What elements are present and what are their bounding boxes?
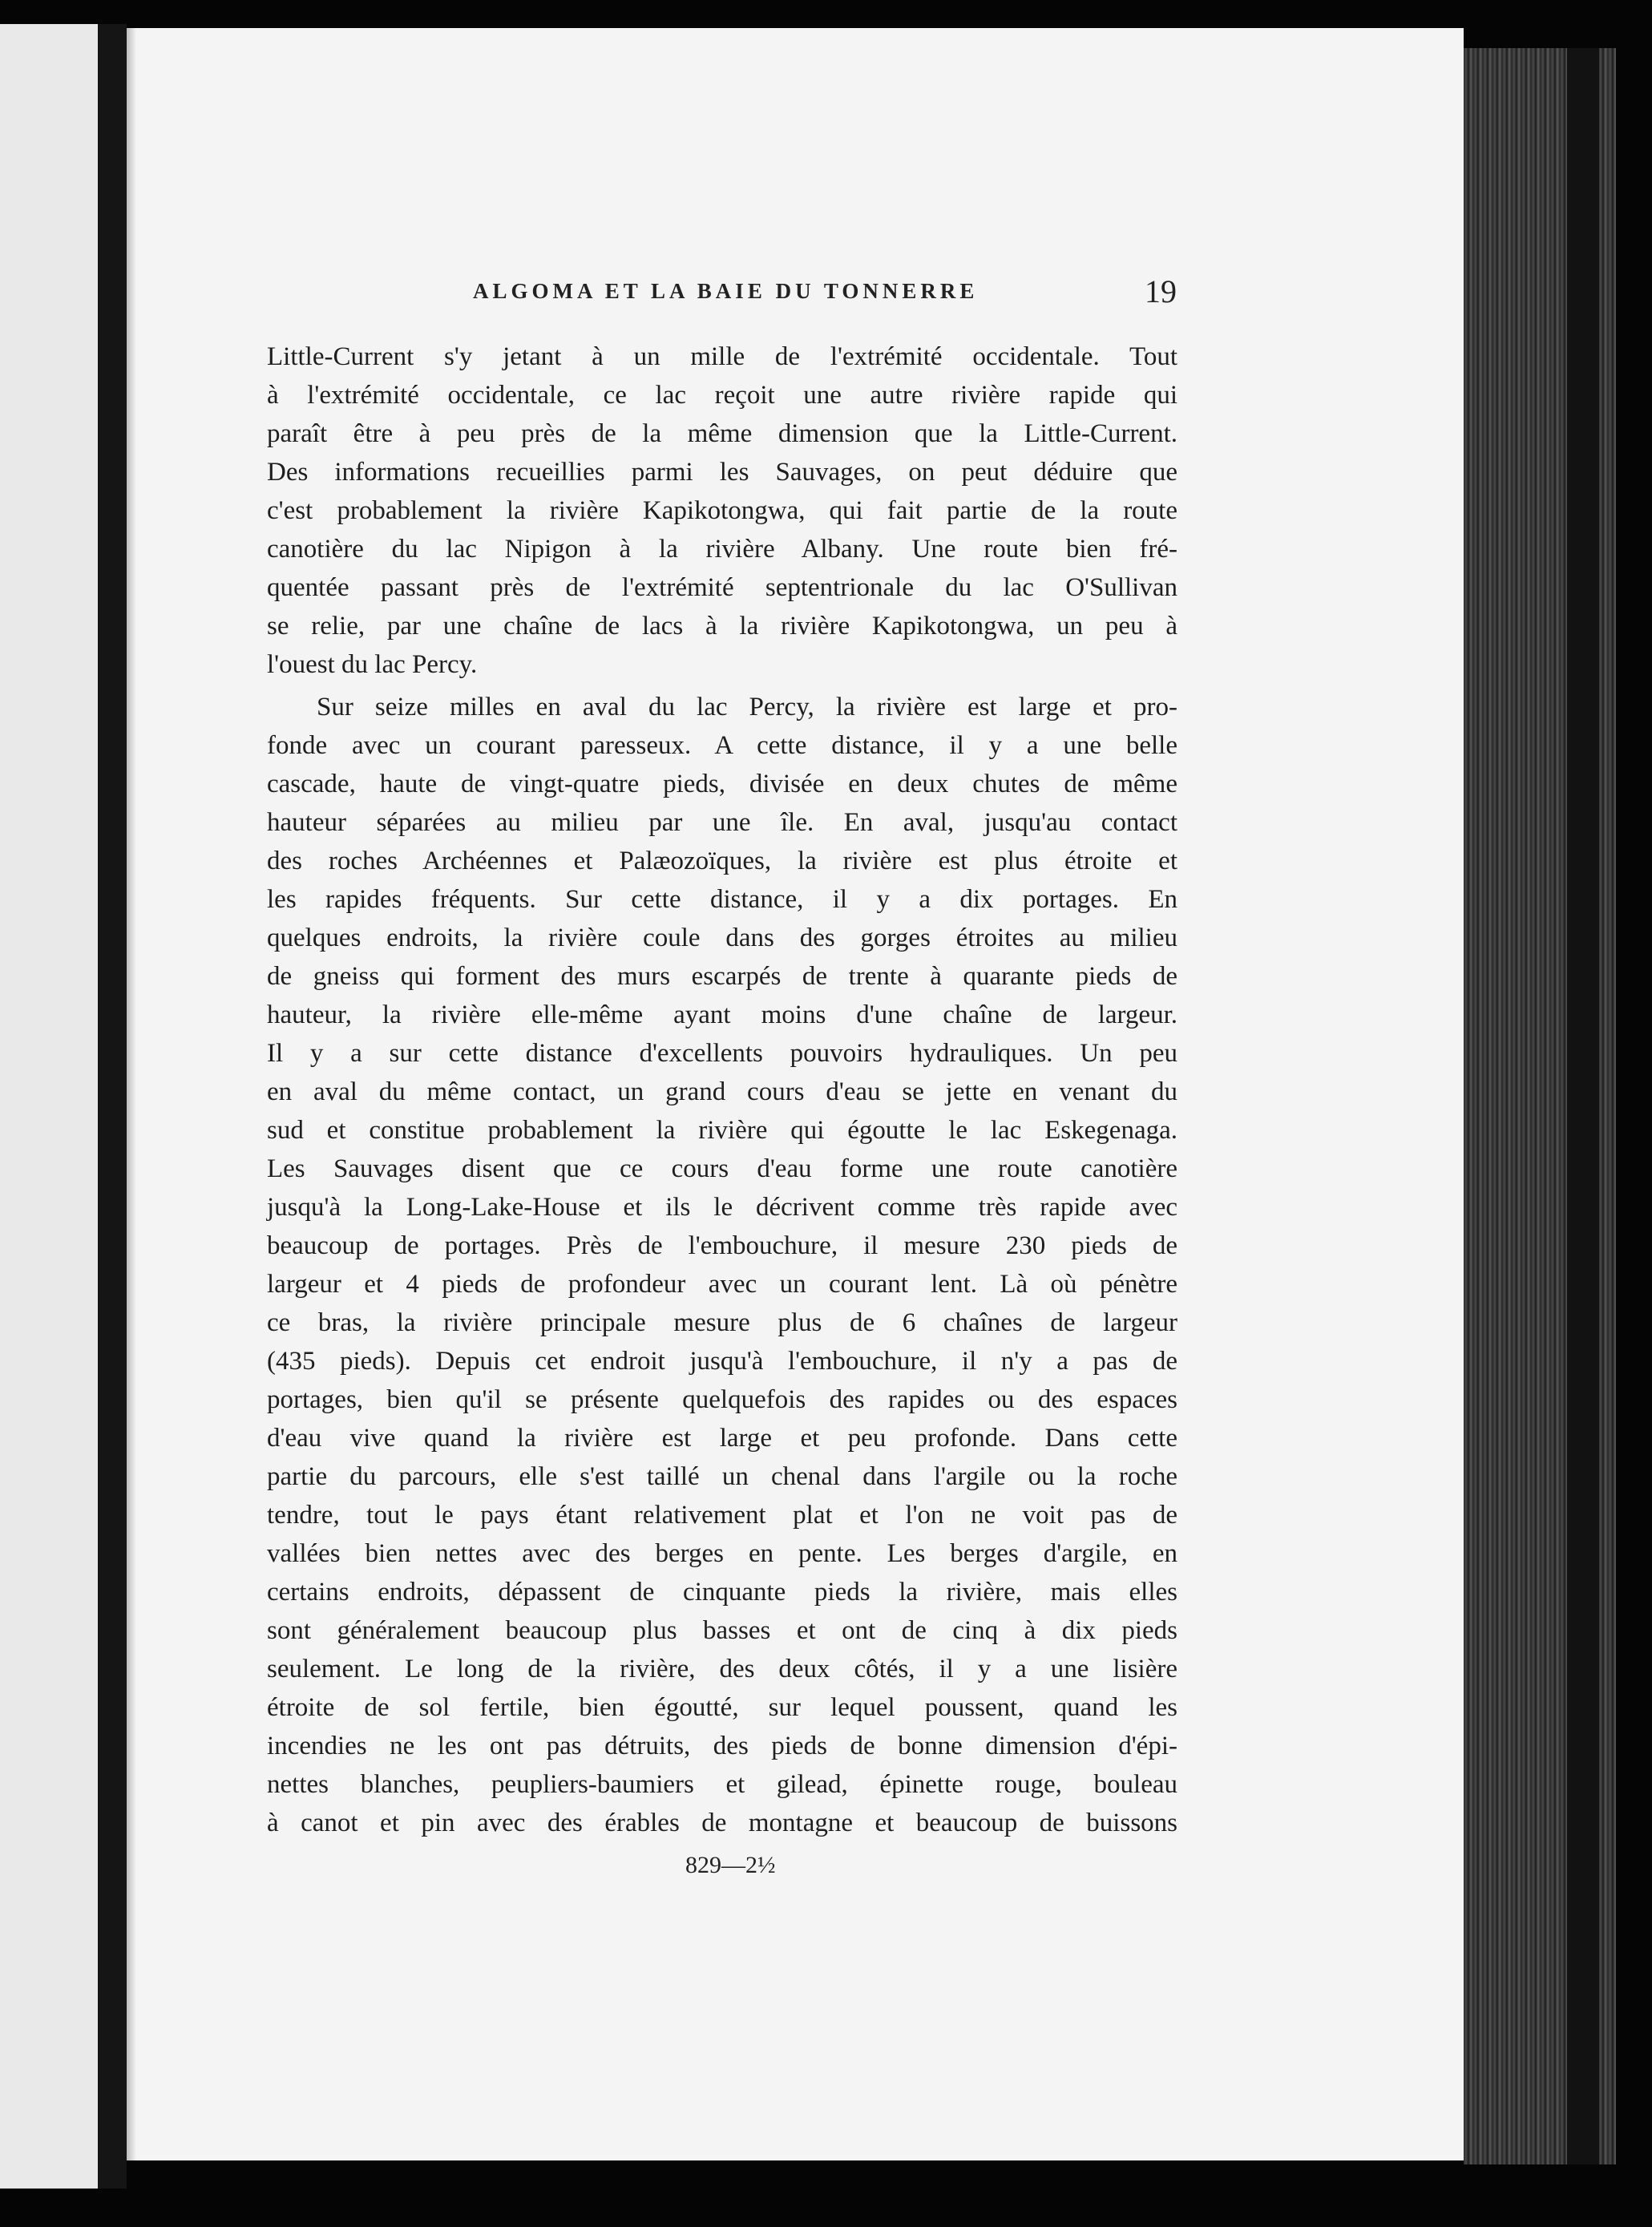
text-line: Little-Current s'y jetant à un mille de l'extrémité occidentale. Tout [267,342,1177,371]
text-line: des roches Archéennes et Palæozoïques, la rivière est plus étroite et [267,847,1177,875]
text-line: hauteur séparées au milieu par une île. En aval, jusqu'au contact [267,808,1177,837]
text-line: Des informations recueillies parmi les Sauvages, on peut déduire que [267,458,1177,487]
text-line: paraît être à peu près de la même dimension que la Little-Current. [267,419,1177,448]
text-line: quentée passant près de l'extrémité septentrionale du lac O'Sullivan [267,573,1177,602]
text-line: à l'extrémité occidentale, ce lac reçoit une autre rivière rapide qui [267,381,1177,410]
book-gutter [98,24,127,2189]
paragraph-first-line: Sur seize milles en aval du lac Percy, la rivière est large et pro- [317,693,1177,721]
page-shadow [127,28,136,2160]
text-line: beaucoup de portages. Près de l'embouchure, il mesure 230 pieds de [267,1231,1177,1260]
text-line: c'est probablement la rivière Kapikotongwa, qui fait partie de la route [267,496,1177,525]
text-line: incendies ne les ont pas détruits, des pieds de bonne dimension d'épi- [267,1732,1177,1760]
text-line: hauteur, la rivière elle-même ayant moins d'une chaîne de largeur. [267,1000,1177,1029]
text-line: d'eau vive quand la rivière est large et peu profonde. Dans cette [267,1424,1177,1453]
text-line: fonde avec un courant paresseux. A cette distance, il y a une belle [267,731,1177,760]
text-line: cascade, haute de vingt-quatre pieds, divisée en deux chutes de même [267,770,1177,798]
text-line: sud et constitue probablement la rivière qui égoutte le lac Eskegenaga. [267,1116,1177,1145]
text-line: étroite de sol fertile, bien égoutté, sur lequel poussent, quand les [267,1693,1177,1722]
text-line: tendre, tout le pays étant relativement plat et l'on ne voit pas de [267,1501,1177,1530]
text-line: ce bras, la rivière principale mesure plus de 6 chaînes de largeur [267,1308,1177,1337]
text-line: nettes blanches, peupliers-baumiers et gilead, épinette rouge, bouleau [267,1770,1177,1799]
text-line: à canot et pin avec des érables de montagne et beaucoup de buissons [267,1809,1177,1837]
text-line: Il y a sur cette distance d'excellents pouvoirs hydrauliques. Un peu [267,1039,1177,1068]
text-line: seulement. Le long de la rivière, des deux côtés, il y a une lisière [267,1655,1177,1683]
text-line: sont généralement beaucoup plus basses et ont de cinq à dix pieds [267,1616,1177,1645]
text-line: Les Sauvages disent que ce cours d'eau forme une route canotière [267,1154,1177,1183]
text-line: partie du parcours, elle s'est taillé un chenal dans l'argile ou la roche [267,1462,1177,1491]
text-line: quelques endroits, la rivière coule dans des gorges étroites au milieu [267,924,1177,952]
text-line: vallées bien nettes avec des berges en pente. Les berges d'argile, en [267,1539,1177,1568]
text-line: l'ouest du lac Percy. [267,650,478,679]
text-line: canotière du lac Nipigon à la rivière Albany. Une route bien fré- [267,535,1177,564]
printer-signature: 829—2½ [685,1852,776,1878]
text-line: largeur et 4 pieds de profondeur avec un courant lent. Là où pénètre [267,1270,1177,1299]
text-line: certains endroits, dépassent de cinquante pieds la rivière, mais elles [267,1578,1177,1607]
page-number: 19 [1145,273,1177,309]
text-line: de gneiss qui forment des murs escarpés de trente à quarante pieds de [267,962,1177,991]
text-line: les rapides fréquents. Sur cette distance, il y a dix portages. En [267,885,1177,914]
left-page-edge [0,24,98,2189]
text-line: (435 pieds). Depuis cet endroit jusqu'à l'embouchure, il n'y a pas de [267,1347,1177,1376]
text-line: se relie, par une chaîne de lacs à la rivière Kapikotongwa, un peu à [267,612,1177,641]
running-head: ALGOMA ET LA BAIE DU TONNERRE [473,279,979,303]
text-line: portages, bien qu'il se présente quelquefois des rapides ou des espaces [267,1385,1177,1414]
text-line: jusqu'à la Long-Lake-House et ils le décrivent comme très rapide avec [267,1193,1177,1222]
book-cover-edge [1567,48,1599,2164]
text-line: en aval du même contact, un grand cours d'eau se jette en venant du [267,1077,1177,1106]
